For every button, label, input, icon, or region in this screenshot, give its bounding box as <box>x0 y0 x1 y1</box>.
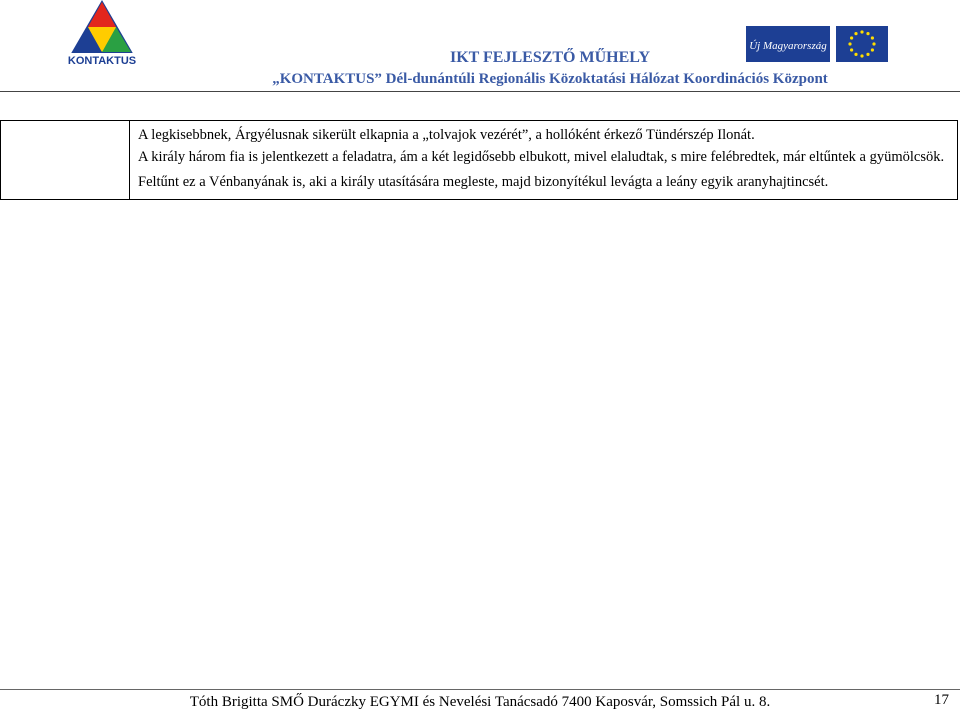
header-title: IKT FEJLESZTŐ MŰHELY <box>449 49 651 66</box>
content-table <box>0 120 958 200</box>
paragraph: A legkisebbnek, Árgyélusnak sikerült elkapnia a „tolvajok vezérét”, a hollóként érkező Tündérszép Ilonát. <box>138 127 755 143</box>
cell-text-block <box>130 121 957 199</box>
footer-text: Tóth Brigitta SMŐ Duráczky EGYMI és Nevelési Tanácsadó 7400 Kaposvár, Somssich Pál u. 8. <box>189 694 771 710</box>
uj-magyarorszag-text: Új Magyarország <box>749 40 827 52</box>
paragraph: A király három fia is jelentkezett a feladatra, ám a két legidősebb elbukott, mivel elaludtak, s mire felébredtek, már eltűntek a gyümölcsök. <box>138 149 945 165</box>
paragraph: Feltűnt ez a Vénbanyának is, aki a király utasítására megleste, majd bizonyítékul levágta a leány egyik aranyhajtincsét. <box>138 174 829 190</box>
header-divider <box>0 91 960 92</box>
kontaktus-logo <box>68 0 136 68</box>
table-cell-text <box>130 121 958 200</box>
header-subtitle: „KONTAKTUS” Dél-dunántúli Regionális Közoktatási Hálózat Koordinációs Központ <box>272 71 828 87</box>
table-cell-empty <box>1 121 130 200</box>
table-row <box>1 121 958 200</box>
page-number: 17 <box>934 692 949 708</box>
footer-divider <box>0 689 960 690</box>
kontaktus-logo-text: KONTAKTUS <box>68 55 136 67</box>
